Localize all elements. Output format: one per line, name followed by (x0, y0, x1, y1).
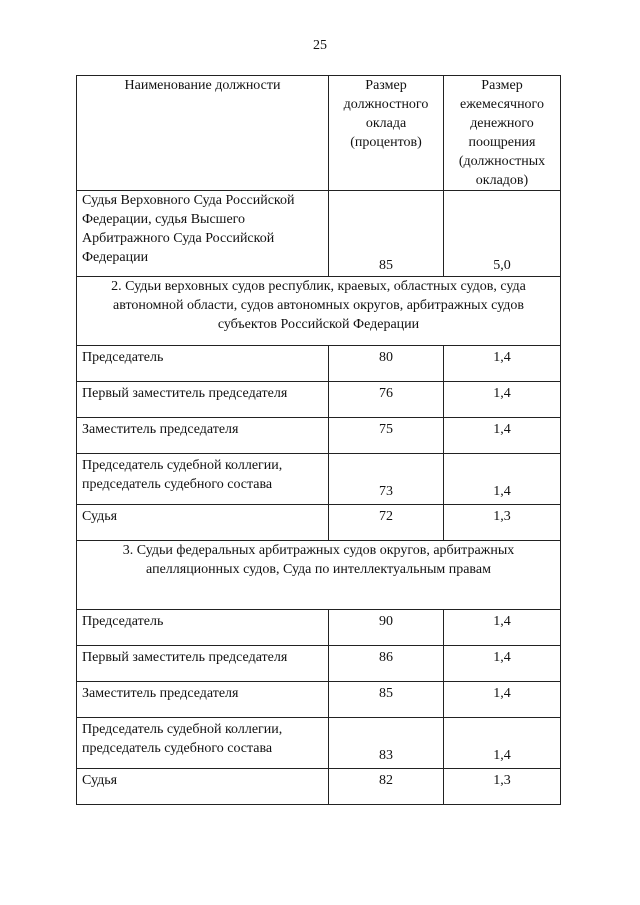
salary-cell: 72 (329, 505, 444, 541)
table-row (77, 610, 561, 646)
salary-cell: 73 (329, 454, 444, 505)
table-header-row (77, 76, 561, 191)
bonus-cell: 5,0 (444, 191, 561, 277)
section-header-row (77, 541, 561, 610)
bonus-cell: 1,4 (444, 346, 561, 382)
header-salary: Размер должностного оклада (процентов) (329, 76, 444, 191)
salary-cell: 90 (329, 610, 444, 646)
bonus-cell: 1,4 (444, 718, 561, 769)
section-header-row (77, 277, 561, 346)
section-title: 2. Судьи верховных судов республик, краевых, областных судов, суда автономной области, судов автономных округов, арбитражных судов субъектов Российской Федерации (77, 277, 561, 346)
salary-cell: 75 (329, 418, 444, 454)
header-bonus: Размер ежемесячного денежного поощрения (должностных окладов) (444, 76, 561, 191)
table-row (77, 382, 561, 418)
table-row (77, 191, 561, 277)
position-cell: Председатель (77, 346, 329, 382)
table-row (77, 769, 561, 805)
position-cell: Председатель (77, 610, 329, 646)
position-cell: Председатель судебной коллегии, председатель судебного состава (77, 454, 329, 505)
position-cell: Судья Верховного Суда Российской Федерации, судья Высшего Арбитражного Суда Российской Федерации (77, 191, 329, 277)
bonus-cell: 1,3 (444, 505, 561, 541)
position-cell: Председатель судебной коллегии, председатель судебного состава (77, 718, 329, 769)
section-title: 3. Судьи федеральных арбитражных судов округов, арбитражных апелляционных судов, Суда по интеллектуальным правам (77, 541, 561, 610)
bonus-cell: 1,3 (444, 769, 561, 805)
bonus-cell: 1,4 (444, 454, 561, 505)
bonus-cell: 1,4 (444, 646, 561, 682)
position-cell: Судья (77, 505, 329, 541)
bonus-cell: 1,4 (444, 610, 561, 646)
position-cell: Первый заместитель председателя (77, 646, 329, 682)
salary-cell: 83 (329, 718, 444, 769)
salary-cell: 85 (329, 191, 444, 277)
salary-table (76, 75, 561, 805)
header-position: Наименование должности (77, 76, 329, 191)
position-cell: Заместитель председателя (77, 418, 329, 454)
table-row (77, 646, 561, 682)
bonus-cell: 1,4 (444, 682, 561, 718)
table-row (77, 682, 561, 718)
salary-cell: 76 (329, 382, 444, 418)
position-cell: Первый заместитель председателя (77, 382, 329, 418)
page-number: 25 (313, 38, 327, 53)
table-row (77, 346, 561, 382)
bonus-cell: 1,4 (444, 382, 561, 418)
salary-cell: 82 (329, 769, 444, 805)
position-cell: Заместитель председателя (77, 682, 329, 718)
table-row (77, 418, 561, 454)
position-cell: Судья (77, 769, 329, 805)
table-row (77, 454, 561, 505)
table-row (77, 505, 561, 541)
table-row (77, 718, 561, 769)
salary-cell: 86 (329, 646, 444, 682)
salary-cell: 80 (329, 346, 444, 382)
bonus-cell: 1,4 (444, 418, 561, 454)
salary-cell: 85 (329, 682, 444, 718)
